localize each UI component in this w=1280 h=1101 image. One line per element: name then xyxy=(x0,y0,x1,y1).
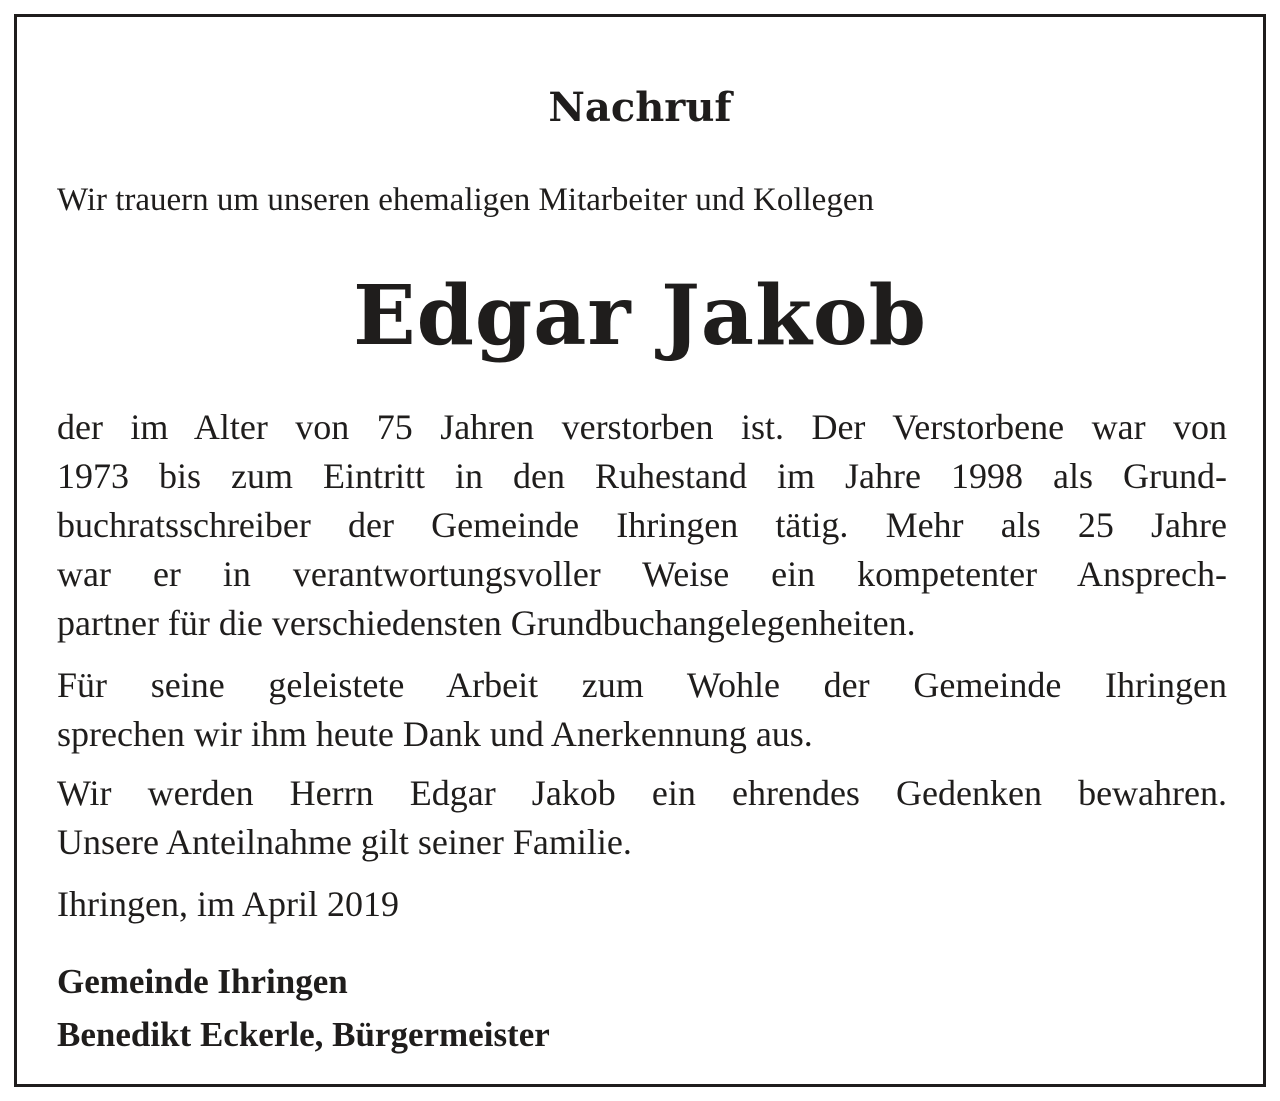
paragraph-thanks xyxy=(57,661,1227,759)
paragraph-line: der im Alter von 75 Jahren verstorben ist. Der Verstorbene war von xyxy=(57,407,1227,447)
obituary-notice xyxy=(14,14,1266,1087)
paragraph-line: Für seine geleistete Arbeit zum Wohle der Gemeinde Ihringen xyxy=(57,665,1227,705)
paragraph-line: sprechen wir ihm heute Dank und Anerkennung aus. xyxy=(57,714,813,754)
signature-signatory: Benedikt Eckerle, Bürgermeister xyxy=(57,1015,550,1054)
paragraph-line: Unsere Anteilnahme gilt seiner Familie. xyxy=(57,822,632,862)
deceased-name: Edgar Jakob xyxy=(353,268,927,364)
paragraph-biography xyxy=(57,403,1227,648)
paragraph-line: buchratsschreiber der Gemeinde Ihringen tätig. Mehr als 25 Jahre xyxy=(57,505,1227,545)
intro-line: Wir trauern um unseren ehemaligen Mitarbeiter und Kollegen xyxy=(57,182,874,218)
paragraph-line: war er in verantwortungsvoller Weise ein kompetenter Ansprech- xyxy=(57,554,1227,594)
notice-heading: Nachruf xyxy=(548,84,732,131)
paragraph-line: Wir werden Herrn Edgar Jakob ein ehrendes Gedenken bewahren. xyxy=(57,773,1227,813)
signature-organization: Gemeinde Ihringen xyxy=(57,962,348,1001)
paragraph-line: partner für die verschiedensten Grundbuchangelegenheiten. xyxy=(57,603,916,643)
paragraph-line: 1973 bis zum Eintritt in den Ruhestand im Jahre 1998 als Grund- xyxy=(57,456,1227,496)
signature-block xyxy=(57,955,550,1061)
place-date: Ihringen, im April 2019 xyxy=(57,884,399,924)
paragraph-remembrance xyxy=(57,769,1227,867)
